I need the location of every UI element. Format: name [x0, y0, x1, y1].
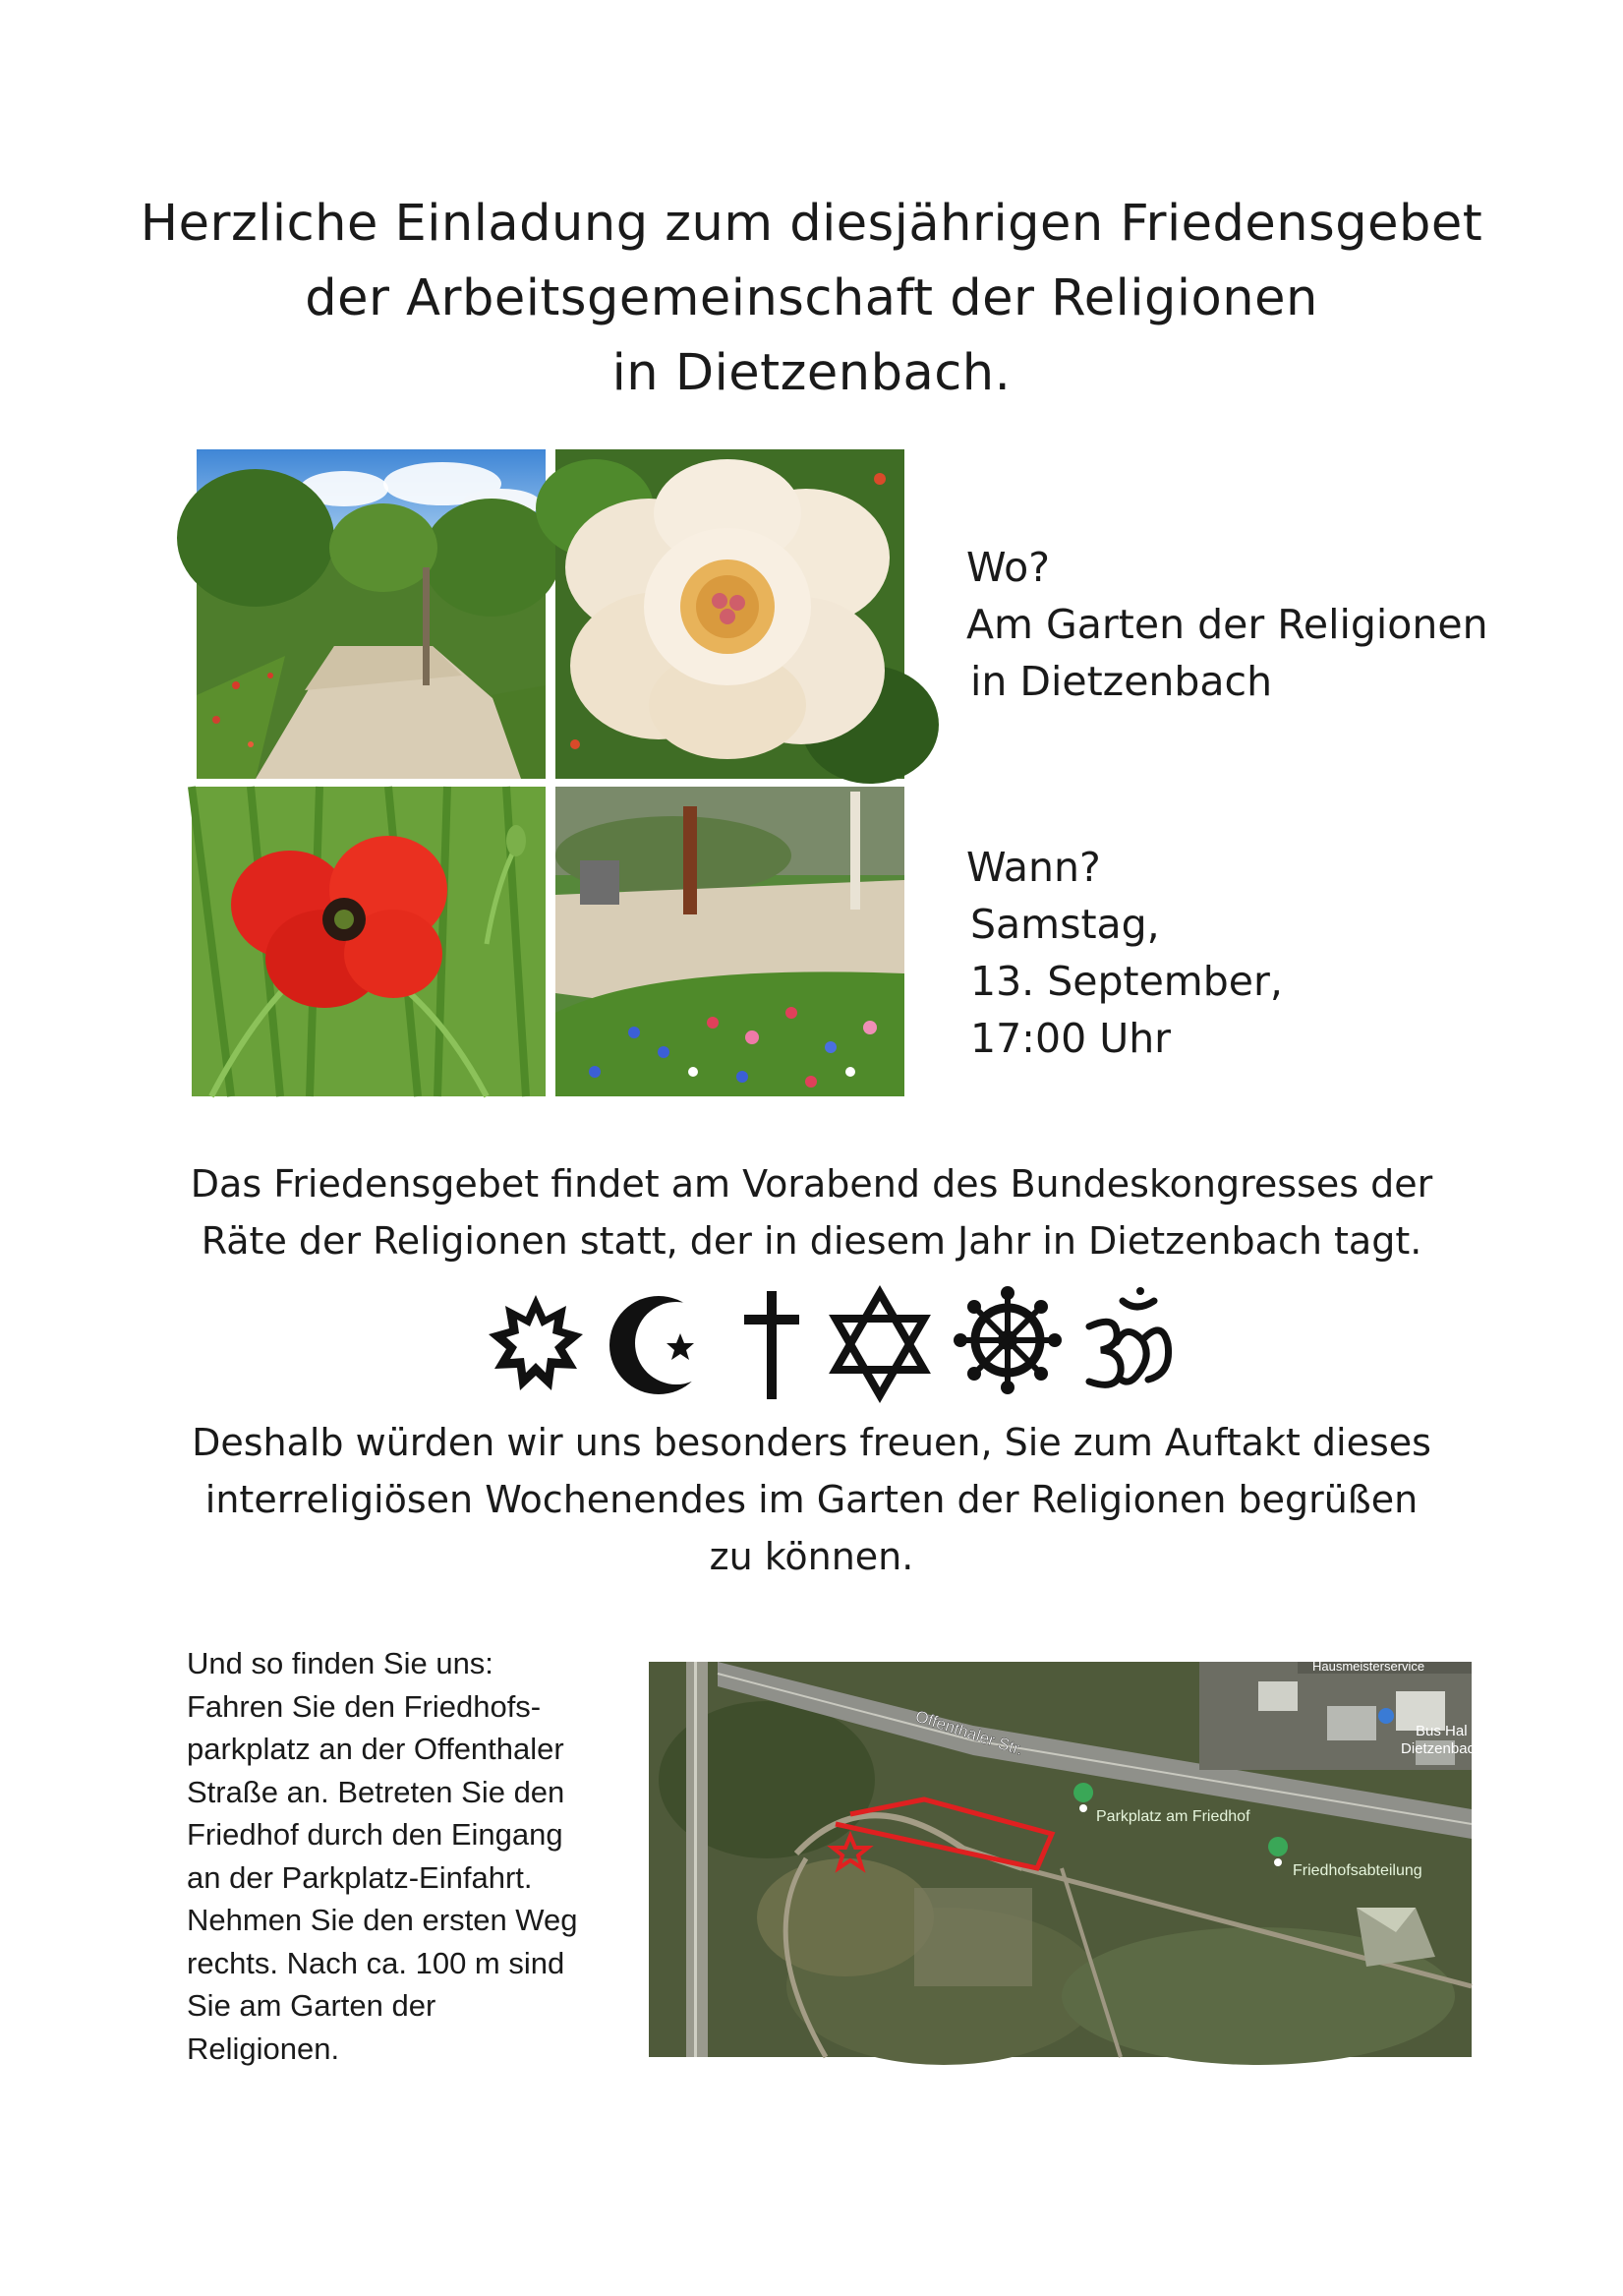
title-line: Herzliche Einladung zum diesjährigen Friedensgebet: [140, 195, 1483, 253]
photo-collage: [192, 444, 904, 1096]
office-label: Friedhofsabteilung: [1293, 1862, 1422, 1879]
title-line: in Dietzenbach.: [611, 344, 1012, 402]
intro-line: Das Friedensgebet findet am Vorabend des Bundeskongresses der: [190, 1162, 1433, 1206]
invite-line: Deshalb würden wir uns besonders freuen, Sie zum Auftakt dieses: [192, 1421, 1431, 1464]
invite-line: zu können.: [709, 1535, 914, 1578]
invitation-title: [0, 187, 1623, 411]
directions-line: Sie am Garten der: [187, 1988, 436, 2023]
directions-line: Nehmen Sie den ersten Weg: [187, 1903, 578, 1937]
directions-line: rechts. Nach ca. 100 m sind: [187, 1945, 565, 1980]
title-line: der Arbeitsgemeinschaft der Religionen: [305, 269, 1318, 327]
parking-label: Parkplatz am Friedhof: [1096, 1808, 1250, 1825]
dharma-wheel-icon: [954, 1286, 1062, 1394]
om-icon: [1089, 1287, 1169, 1384]
intro-paragraph: [0, 1155, 1623, 1269]
bus-stop-pin-icon: [1378, 1708, 1394, 1724]
when-label: Wann?: [966, 844, 1101, 891]
directions-line: Straße an. Betreten Sie den: [187, 1774, 565, 1809]
directions-line: Fahren Sie den Friedhofs-: [187, 1688, 542, 1724]
when-date: 13. September,: [970, 958, 1283, 1005]
location-map: [649, 1659, 1483, 2057]
bahai-star-icon: [489, 1295, 583, 1390]
where-line: Am Garten der Religionen: [966, 601, 1488, 648]
top-label: Hausmeisterservice: [1312, 1659, 1425, 1674]
invite-line: interreligiösen Wochenendes im Garten der Religionen begrüßen: [204, 1478, 1419, 1521]
when-section: [966, 839, 1283, 1067]
poppy-photo: [192, 787, 546, 1096]
religious-symbols: [0, 1283, 1623, 1411]
bus-label: Dietzenbach: [1401, 1740, 1483, 1757]
intro-line: Räte der Religionen statt, der in diesem Jahr in Dietzenbach tagt.: [201, 1219, 1422, 1263]
when-day: Samstag,: [970, 901, 1160, 948]
invite-paragraph: [0, 1414, 1623, 1585]
directions-line: Friedhof durch den Eingang: [187, 1817, 563, 1852]
where-label: Wo?: [966, 544, 1050, 591]
directions-line: Und so finden Sie uns:: [187, 1646, 493, 1680]
meadow-photo: [555, 787, 904, 1096]
garden-path-photo: [197, 449, 546, 779]
cross-icon: [744, 1291, 799, 1399]
directions-text: [187, 1642, 629, 2070]
star-of-david-icon: [836, 1293, 924, 1395]
directions-line: parkplatz an der Offenthaler: [187, 1732, 564, 1766]
when-time: 17:00 Uhr: [970, 1015, 1172, 1062]
street-label: Offenthaler Str.: [912, 1706, 1026, 1760]
peony-photo: [555, 449, 904, 779]
crescent-star-icon: [609, 1296, 718, 1394]
bus-label: Bus Hal: [1416, 1723, 1468, 1739]
directions-line: Religionen.: [187, 2031, 340, 2066]
where-line: in Dietzenbach: [970, 658, 1273, 705]
directions-line: an der Parkplatz-Einfahrt.: [187, 1859, 533, 1895]
where-section: [966, 539, 1488, 710]
